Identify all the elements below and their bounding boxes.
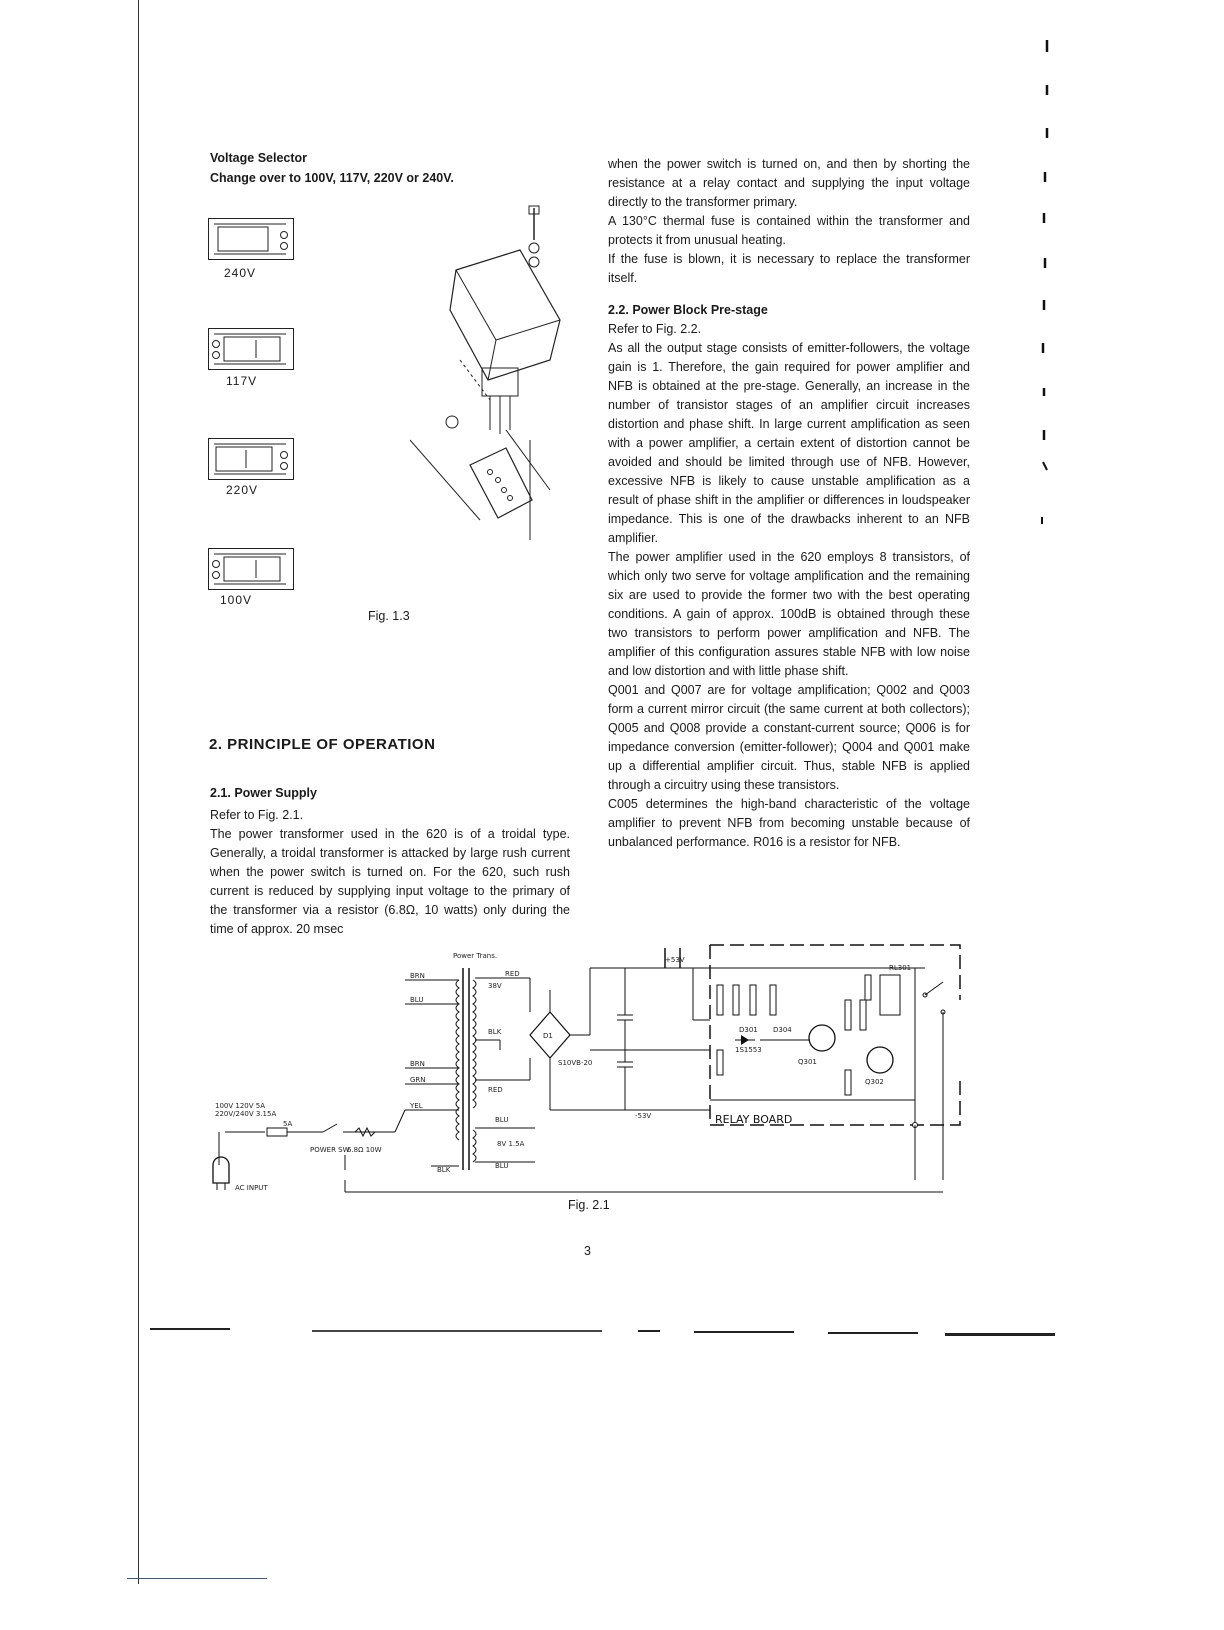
power-supply-title: 2.1. Power Supply: [210, 786, 317, 800]
relay-board-label: RELAY BOARD: [715, 1113, 793, 1126]
bottom-rule-segment-1: [150, 1328, 230, 1330]
bridge-d1-label: D1: [543, 1032, 553, 1040]
pre-stage-title: 2.2. Power Block Pre-stage: [608, 303, 768, 317]
ac-input-label: AC INPUT: [235, 1184, 268, 1192]
voltage-label-240: 240V: [224, 266, 257, 280]
bottom-edge-rule: [127, 1578, 267, 1579]
diode-d301-label: 1S1553: [735, 1046, 762, 1054]
svg-text:BRN: BRN: [410, 972, 425, 980]
pre-stage-ref: Refer to Fig. 2.2.: [608, 322, 702, 336]
voltage-plug-117: [208, 328, 294, 370]
wire-red-label: RED: [505, 970, 520, 978]
voltage-plug-220: [208, 438, 294, 480]
power-supply-ref: Refer to Fig. 2.1.: [210, 808, 304, 822]
svg-text:GRN: GRN: [410, 1076, 426, 1084]
power-trans-label: Power Trans.: [453, 952, 498, 960]
thermal-para-1: when the power switch is turned on, and then by shorting the resistance at a relay contact and supplying the input voltage directly to the transformer primary.: [608, 157, 970, 209]
voltage-plug-100: [208, 548, 294, 590]
plus-53v-label: +53V: [665, 956, 685, 964]
page-number: 3: [584, 1244, 591, 1258]
fig-1-3-caption: Fig. 1.3: [368, 609, 410, 623]
voltage-label-117: 117V: [226, 374, 258, 388]
left-page-edge: [138, 0, 139, 1584]
relay-rl301-label: RL301: [889, 964, 912, 972]
svg-text:BLK: BLK: [488, 1028, 502, 1036]
voltage-label-100: 100V: [220, 593, 253, 607]
minus-53v-label: -53V: [635, 1112, 652, 1120]
svg-text:100V 120V 5A: 100V 120V 5A: [215, 1102, 265, 1110]
transistor-q301-label: Q301: [798, 1058, 817, 1066]
power-supply-schematic: [205, 940, 975, 1200]
bridge-part-label: S10VB-20: [558, 1059, 593, 1067]
hidden-spacer: [140, 1620, 150, 1630]
pre-stage-para-2: The power amplifier used in the 620 employs 8 transistors, of which only two serve for voltage amplification and the remaining six are used to provide the former two with the best operating conditions. A gain of approx. 100dB is obtained through these two transistors to perform power amplification and NFB. The amplifier of this configuration assures stable NFB with low noise and low distortion and with little phase shift.: [608, 550, 970, 678]
voltage-label-220: 220V: [226, 483, 259, 497]
pre-stage-para-3: Q001 and Q007 are for voltage amplification; Q002 and Q003 form a current mirror circuit (the same current at both collectors); Q005 and Q008 provide a constant-current source; Q006 is for impedance conversion (emitter-follower); Q004 and Q001 make up a differential amplifier circuit. Thus, stable NFB is applied through a circuitry using these transistors.: [608, 683, 970, 792]
pre-stage-para-4: C005 determines the high-band characteristic of the voltage amplifier to prevent NFB from becoming unstable because of unbalanced performance. R016 is a resistor for NFB.: [608, 797, 970, 849]
transistor-q302-label: Q302: [865, 1078, 884, 1086]
pre-stage-para-1: As all the output stage consists of emitter-followers, the voltage gain is 1. Therefore, the gain required for power amplifier and NFB is obtained at the pre-stage. Generally, an increase in the number of transistor stages of an amplifier circuit increases distortion and phase shift. In large current amplification as seen with a power amplifier, a certain extent of distortion cannot be avoided and should be limited through use of NFB. However, excessive NFB is likely to cause unstable amplification as a result of phase shift in the amplifier or differences in loudspeaker impedance. This is one of the drawbacks inherent to an NFB amplifier.: [608, 341, 970, 545]
right-margin-marks: [1030, 30, 1060, 630]
wire-blu-label: BLU: [410, 996, 424, 1004]
thermal-para-2: A 130°C thermal fuse is contained within the transformer and protects it from unusual heating.: [608, 214, 970, 247]
voltage-plug-240: [208, 218, 294, 260]
svg-text:BRN: BRN: [410, 1060, 425, 1068]
right-column-text: [608, 155, 970, 852]
section-heading: 2. PRINCIPLE OF OPERATION: [209, 736, 436, 753]
bottom-rule-segment-6: [945, 1333, 1055, 1336]
voltage-selector-title: Voltage Selector: [210, 151, 308, 165]
fig-2-1-caption: Fig. 2.1: [568, 1198, 610, 1212]
resistor-label: 6.8Ω 10W: [347, 1146, 382, 1154]
svg-text:BLU: BLU: [495, 1116, 509, 1124]
bottom-rule-segment-2: [312, 1330, 602, 1332]
svg-text:BLU: BLU: [495, 1162, 509, 1170]
bottom-rule-segment-3: [638, 1330, 660, 1332]
diode-d304-label: D304: [773, 1026, 792, 1034]
bottom-rule-segment-5: [828, 1332, 918, 1334]
fuse-label: 5A: [283, 1120, 293, 1128]
secondary-38v-label: 38V: [488, 982, 502, 990]
voltage-selector-desc: Change over to 100V, 117V, 220V or 240V.: [210, 171, 454, 185]
secondary-8v-label: 8V 1.5A: [497, 1140, 525, 1148]
wire-yel-label: YEL: [410, 1102, 423, 1110]
svg-text:D301: D301: [739, 1026, 758, 1034]
power-supply-body: The power transformer used in the 620 is of a troidal type. Generally, a troidal transformer is attacked by large rush current when the power switch is turned on. For the 620, such rush current is reduced by supplying input voltage to the primary of the transformer via a resistor (6.8Ω, 10 watts) only during the time of approx. 20 msec: [210, 827, 570, 936]
svg-text:220V/240V 3.15A: 220V/240V 3.15A: [215, 1110, 277, 1118]
bottom-rule-segment-4: [694, 1331, 794, 1333]
svg-text:RED: RED: [488, 1086, 503, 1094]
transformer-exploded-drawing: [410, 200, 590, 550]
wire-blk-label: BLK: [437, 1166, 451, 1174]
thermal-para-3: If the fuse is blown, it is necessary to replace the transformer itself.: [608, 252, 970, 285]
power-switch-label: POWER SW: [310, 1146, 350, 1154]
